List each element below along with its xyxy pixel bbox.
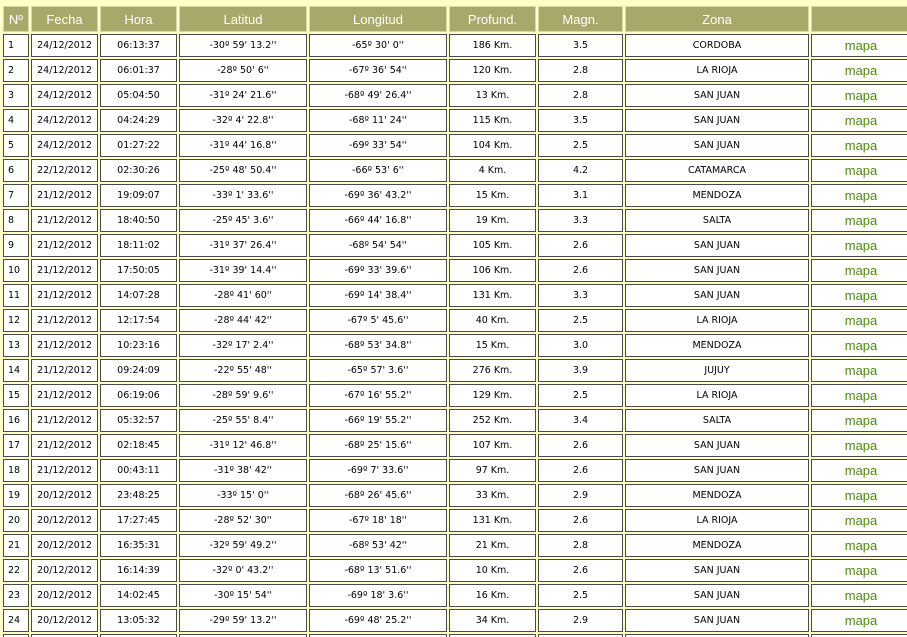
cell-number: 3 — [3, 84, 29, 107]
cell-hora: 05:32:57 — [100, 409, 177, 432]
cell-zona: SAN JUAN — [625, 234, 809, 257]
cell-fecha: 21/12/2012 — [31, 209, 98, 232]
cell-number: 21 — [3, 534, 29, 557]
table-row — [3, 159, 907, 182]
cell-hora: 12:17:54 — [100, 309, 177, 332]
cell-fecha: 21/12/2012 — [31, 284, 98, 307]
cell-number: 10 — [3, 259, 29, 282]
cell-profundidad: 19 Km. — [449, 209, 536, 232]
cell-fecha: 24/12/2012 — [31, 109, 98, 132]
cell-latitud: -33º 15' 0'' — [179, 484, 307, 507]
cell-longitud: -68º 13' 51.6'' — [309, 559, 447, 582]
table-row — [3, 409, 907, 432]
cell-hora: 17:50:05 — [100, 259, 177, 282]
cell-number: 12 — [3, 309, 29, 332]
cell-hora: 16:14:39 — [100, 559, 177, 582]
cell-number: 7 — [3, 184, 29, 207]
cell-longitud: -69º 7' 33.6'' — [309, 459, 447, 482]
cell-zona: SAN JUAN — [625, 284, 809, 307]
cell-hora: 18:11:02 — [100, 234, 177, 257]
cell-hora: 05:04:50 — [100, 84, 177, 107]
map-link[interactable]: mapa — [811, 134, 907, 157]
cell-zona: SAN JUAN — [625, 584, 809, 607]
map-link[interactable]: mapa — [811, 484, 907, 507]
cell-zona: SALTA — [625, 409, 809, 432]
map-link[interactable]: mapa — [811, 334, 907, 357]
table-row — [3, 259, 907, 282]
cell-latitud: -28º 44' 42'' — [179, 309, 307, 332]
cell-number: 1 — [3, 34, 29, 57]
table-row — [3, 134, 907, 157]
cell-hora: 06:13:37 — [100, 34, 177, 57]
cell-zona: LA RIOJA — [625, 384, 809, 407]
map-link[interactable]: mapa — [811, 284, 907, 307]
cell-hora: 16:35:31 — [100, 534, 177, 557]
table-row — [3, 309, 907, 332]
cell-hora: 14:07:28 — [100, 284, 177, 307]
map-link[interactable]: mapa — [811, 359, 907, 382]
cell-fecha: 20/12/2012 — [31, 609, 98, 632]
cell-number: 13 — [3, 334, 29, 357]
map-link[interactable]: mapa — [811, 109, 907, 132]
map-link[interactable]: mapa — [811, 34, 907, 57]
cell-longitud: -69º 33' 54'' — [309, 134, 447, 157]
cell-latitud: -28º 50' 6'' — [179, 59, 307, 82]
map-link[interactable]: mapa — [811, 309, 907, 332]
cell-latitud: -32º 0' 43.2'' — [179, 559, 307, 582]
table-row — [3, 384, 907, 407]
cell-longitud: -68º 26' 45.6'' — [309, 484, 447, 507]
cell-profundidad: 186 Km. — [449, 34, 536, 57]
cell-number: 20 — [3, 509, 29, 532]
cell-fecha: 21/12/2012 — [31, 309, 98, 332]
cell-fecha: 21/12/2012 — [31, 259, 98, 282]
table-row — [3, 459, 907, 482]
header-magnitud: Magn. — [538, 6, 623, 32]
cell-number: 18 — [3, 459, 29, 482]
table-row — [3, 209, 907, 232]
cell-magnitud: 2.9 — [538, 609, 623, 632]
cell-latitud: -28º 52' 30'' — [179, 509, 307, 532]
cell-profundidad: 106 Km. — [449, 259, 536, 282]
cell-longitud: -67º 18' 18'' — [309, 509, 447, 532]
cell-magnitud: 3.5 — [538, 34, 623, 57]
cell-latitud: -33º 1' 33.6'' — [179, 184, 307, 207]
cell-longitud: -67º 36' 54'' — [309, 59, 447, 82]
map-link[interactable]: mapa — [811, 584, 907, 607]
cell-hora: 10:23:16 — [100, 334, 177, 357]
cell-number: 22 — [3, 559, 29, 582]
cell-magnitud: 3.3 — [538, 209, 623, 232]
cell-profundidad: 105 Km. — [449, 234, 536, 257]
cell-number: 17 — [3, 434, 29, 457]
cell-latitud: -28º 41' 60'' — [179, 284, 307, 307]
cell-magnitud: 2.8 — [538, 534, 623, 557]
cell-fecha: 22/12/2012 — [31, 159, 98, 182]
cell-longitud: -69º 33' 39.6'' — [309, 259, 447, 282]
table-row — [3, 109, 907, 132]
cell-latitud: -32º 4' 22.8'' — [179, 109, 307, 132]
cell-zona: SAN JUAN — [625, 259, 809, 282]
cell-hora: 02:30:26 — [100, 159, 177, 182]
cell-profundidad: 33 Km. — [449, 484, 536, 507]
map-link[interactable]: mapa — [811, 509, 907, 532]
table-row — [3, 534, 907, 557]
cell-magnitud: 2.6 — [538, 434, 623, 457]
header-number: Nº — [3, 6, 29, 32]
table-row — [3, 359, 907, 382]
table-row — [3, 609, 907, 632]
cell-hora: 02:18:45 — [100, 434, 177, 457]
table-row — [3, 334, 907, 357]
cell-profundidad: 40 Km. — [449, 309, 536, 332]
cell-number: 2 — [3, 59, 29, 82]
header-hora: Hora — [100, 6, 177, 32]
cell-magnitud: 2.5 — [538, 309, 623, 332]
cell-latitud: -31º 38' 42'' — [179, 459, 307, 482]
cell-magnitud: 2.6 — [538, 559, 623, 582]
cell-magnitud: 2.8 — [538, 59, 623, 82]
cell-profundidad: 107 Km. — [449, 434, 536, 457]
cell-hora: 14:02:45 — [100, 584, 177, 607]
cell-profundidad: 21 Km. — [449, 534, 536, 557]
cell-number: 5 — [3, 134, 29, 157]
cell-longitud: -69º 36' 43.2'' — [309, 184, 447, 207]
cell-profundidad: 34 Km. — [449, 609, 536, 632]
cell-zona: CATAMARCA — [625, 159, 809, 182]
cell-number: 4 — [3, 109, 29, 132]
cell-number: 23 — [3, 584, 29, 607]
cell-magnitud: 2.6 — [538, 459, 623, 482]
cell-fecha: 24/12/2012 — [31, 59, 98, 82]
cell-fecha: 21/12/2012 — [31, 459, 98, 482]
earthquake-table — [1, 4, 907, 637]
cell-zona: SAN JUAN — [625, 559, 809, 582]
cell-magnitud: 3.3 — [538, 284, 623, 307]
cell-latitud: -25º 48' 50.4'' — [179, 159, 307, 182]
cell-profundidad: 15 Km. — [449, 334, 536, 357]
cell-fecha: 24/12/2012 — [31, 84, 98, 107]
table-row — [3, 484, 907, 507]
map-link[interactable]: mapa — [811, 209, 907, 232]
cell-fecha: 20/12/2012 — [31, 509, 98, 532]
cell-fecha: 21/12/2012 — [31, 234, 98, 257]
cell-profundidad: 120 Km. — [449, 59, 536, 82]
cell-hora: 06:01:37 — [100, 59, 177, 82]
cell-longitud: -67º 5' 45.6'' — [309, 309, 447, 332]
table-row — [3, 59, 907, 82]
cell-latitud: -28º 59' 9.6'' — [179, 384, 307, 407]
cell-profundidad: 276 Km. — [449, 359, 536, 382]
table-row — [3, 234, 907, 257]
cell-magnitud: 3.9 — [538, 359, 623, 382]
cell-magnitud: 3.0 — [538, 334, 623, 357]
header-fecha: Fecha — [31, 6, 98, 32]
table-row — [3, 34, 907, 57]
cell-profundidad: 13 Km. — [449, 84, 536, 107]
cell-longitud: -68º 53' 34.8'' — [309, 334, 447, 357]
map-link[interactable]: mapa — [811, 159, 907, 182]
cell-hora: 17:27:45 — [100, 509, 177, 532]
cell-longitud: -69º 18' 3.6'' — [309, 584, 447, 607]
cell-hora: 01:27:22 — [100, 134, 177, 157]
map-link[interactable]: mapa — [811, 84, 907, 107]
cell-profundidad: 97 Km. — [449, 459, 536, 482]
cell-longitud: -68º 49' 26.4'' — [309, 84, 447, 107]
cell-zona: LA RIOJA — [625, 59, 809, 82]
table-row — [3, 284, 907, 307]
map-link[interactable]: mapa — [811, 409, 907, 432]
cell-fecha: 20/12/2012 — [31, 559, 98, 582]
cell-profundidad: 4 Km. — [449, 159, 536, 182]
cell-fecha: 24/12/2012 — [31, 34, 98, 57]
cell-longitud: -66º 44' 16.8'' — [309, 209, 447, 232]
cell-longitud: -68º 11' 24'' — [309, 109, 447, 132]
cell-longitud: -66º 53' 6'' — [309, 159, 447, 182]
map-link[interactable]: mapa — [811, 259, 907, 282]
cell-number: 8 — [3, 209, 29, 232]
cell-zona: SAN JUAN — [625, 434, 809, 457]
cell-longitud: -69º 48' 25.2'' — [309, 609, 447, 632]
cell-number: 15 — [3, 384, 29, 407]
cell-fecha: 21/12/2012 — [31, 184, 98, 207]
cell-magnitud: 3.5 — [538, 109, 623, 132]
cell-hora: 23:48:25 — [100, 484, 177, 507]
cell-zona: SAN JUAN — [625, 459, 809, 482]
cell-hora: 19:09:07 — [100, 184, 177, 207]
cell-profundidad: 16 Km. — [449, 584, 536, 607]
cell-hora: 04:24:29 — [100, 109, 177, 132]
cell-latitud: -25º 55' 8.4'' — [179, 409, 307, 432]
cell-latitud: -31º 39' 14.4'' — [179, 259, 307, 282]
cell-latitud: -25º 45' 3.6'' — [179, 209, 307, 232]
cell-latitud: -22º 55' 48'' — [179, 359, 307, 382]
cell-fecha: 21/12/2012 — [31, 359, 98, 382]
cell-fecha: 20/12/2012 — [31, 584, 98, 607]
cell-zona: LA RIOJA — [625, 309, 809, 332]
cell-fecha: 20/12/2012 — [31, 534, 98, 557]
cell-zona: SALTA — [625, 209, 809, 232]
table-row — [3, 84, 907, 107]
cell-zona: CORDOBA — [625, 34, 809, 57]
table-row — [3, 559, 907, 582]
cell-hora: 00:43:11 — [100, 459, 177, 482]
cell-longitud: -67º 16' 55.2'' — [309, 384, 447, 407]
header-latitud: Latitud — [179, 6, 307, 32]
map-link[interactable]: mapa — [811, 534, 907, 557]
cell-fecha: 20/12/2012 — [31, 484, 98, 507]
header-profundidad: Profund. — [449, 6, 536, 32]
cell-profundidad: 131 Km. — [449, 509, 536, 532]
cell-magnitud: 2.6 — [538, 509, 623, 532]
cell-hora: 06:19:06 — [100, 384, 177, 407]
cell-number: 19 — [3, 484, 29, 507]
cell-magnitud: 2.5 — [538, 384, 623, 407]
cell-hora: 13:05:32 — [100, 609, 177, 632]
cell-zona: JUJUY — [625, 359, 809, 382]
cell-zona: SAN JUAN — [625, 609, 809, 632]
cell-zona: LA RIOJA — [625, 509, 809, 532]
cell-magnitud: 2.6 — [538, 234, 623, 257]
cell-hora: 09:24:09 — [100, 359, 177, 382]
header-zona: Zona — [625, 6, 809, 32]
cell-profundidad: 129 Km. — [449, 384, 536, 407]
cell-zona: SAN JUAN — [625, 84, 809, 107]
cell-zona: SAN JUAN — [625, 109, 809, 132]
cell-longitud: -65º 30' 0'' — [309, 34, 447, 57]
table-row — [3, 584, 907, 607]
cell-number: 16 — [3, 409, 29, 432]
map-link[interactable]: mapa — [811, 234, 907, 257]
cell-latitud: -30º 59' 13.2'' — [179, 34, 307, 57]
table-body — [3, 34, 907, 637]
map-link[interactable]: mapa — [811, 609, 907, 632]
cell-magnitud: 4.2 — [538, 159, 623, 182]
cell-latitud: -31º 37' 26.4'' — [179, 234, 307, 257]
cell-latitud: -31º 44' 16.8'' — [179, 134, 307, 157]
map-link[interactable]: mapa — [811, 459, 907, 482]
map-link[interactable]: mapa — [811, 434, 907, 457]
cell-magnitud: 2.8 — [538, 84, 623, 107]
cell-magnitud: 2.5 — [538, 134, 623, 157]
cell-number: 14 — [3, 359, 29, 382]
cell-zona: MENDOZA — [625, 484, 809, 507]
header-map — [811, 6, 907, 32]
cell-profundidad: 252 Km. — [449, 409, 536, 432]
table-header-row — [3, 6, 907, 32]
cell-profundidad: 131 Km. — [449, 284, 536, 307]
cell-latitud: -31º 24' 21.6'' — [179, 84, 307, 107]
table-row — [3, 184, 907, 207]
cell-fecha: 21/12/2012 — [31, 334, 98, 357]
cell-latitud: -30º 15' 54'' — [179, 584, 307, 607]
cell-zona: SAN JUAN — [625, 134, 809, 157]
cell-profundidad: 115 Km. — [449, 109, 536, 132]
cell-longitud: -68º 25' 15.6'' — [309, 434, 447, 457]
map-link[interactable]: mapa — [811, 59, 907, 82]
cell-zona: MENDOZA — [625, 334, 809, 357]
cell-latitud: -32º 17' 2.4'' — [179, 334, 307, 357]
table-row — [3, 509, 907, 532]
cell-fecha: 24/12/2012 — [31, 134, 98, 157]
cell-longitud: -65º 57' 3.6'' — [309, 359, 447, 382]
header-longitud: Longitud — [309, 6, 447, 32]
cell-number: 24 — [3, 609, 29, 632]
cell-magnitud: 3.4 — [538, 409, 623, 432]
cell-profundidad: 104 Km. — [449, 134, 536, 157]
cell-hora: 18:40:50 — [100, 209, 177, 232]
cell-latitud: -31º 12' 46.8'' — [179, 434, 307, 457]
cell-zona: MENDOZA — [625, 184, 809, 207]
cell-number: 6 — [3, 159, 29, 182]
cell-number: 9 — [3, 234, 29, 257]
cell-fecha: 21/12/2012 — [31, 409, 98, 432]
cell-longitud: -66º 19' 55.2'' — [309, 409, 447, 432]
cell-magnitud: 2.6 — [538, 259, 623, 282]
cell-latitud: -29º 59' 13.2'' — [179, 609, 307, 632]
cell-longitud: -68º 53' 42'' — [309, 534, 447, 557]
cell-zona: MENDOZA — [625, 534, 809, 557]
cell-profundidad: 10 Km. — [449, 559, 536, 582]
map-link[interactable]: mapa — [811, 184, 907, 207]
cell-magnitud: 2.5 — [538, 584, 623, 607]
cell-profundidad: 15 Km. — [449, 184, 536, 207]
map-link[interactable]: mapa — [811, 384, 907, 407]
cell-longitud: -68º 54' 54'' — [309, 234, 447, 257]
cell-magnitud: 2.9 — [538, 484, 623, 507]
cell-longitud: -69º 14' 38.4'' — [309, 284, 447, 307]
cell-magnitud: 3.1 — [538, 184, 623, 207]
table-row — [3, 434, 907, 457]
cell-fecha: 21/12/2012 — [31, 384, 98, 407]
map-link[interactable]: mapa — [811, 559, 907, 582]
cell-fecha: 21/12/2012 — [31, 434, 98, 457]
cell-latitud: -32º 59' 49.2'' — [179, 534, 307, 557]
cell-number: 11 — [3, 284, 29, 307]
